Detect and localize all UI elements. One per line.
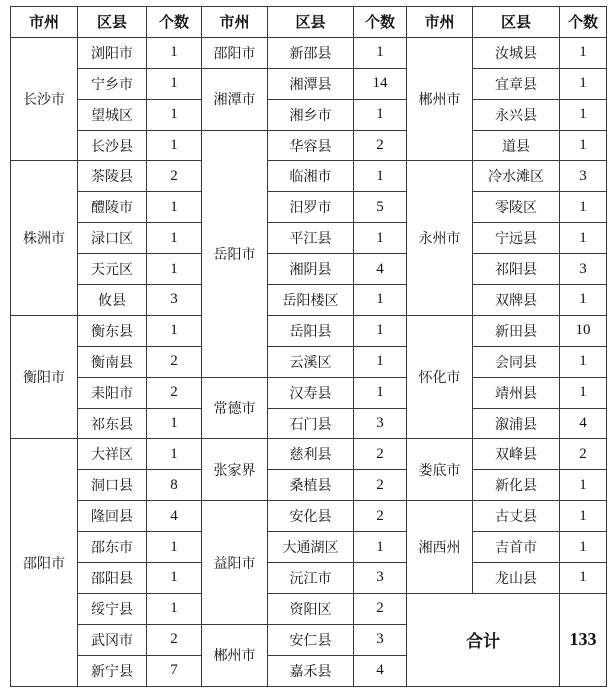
- county-cell: 武冈市: [78, 624, 147, 655]
- count-cell: 1: [560, 223, 607, 254]
- count-cell: 3: [354, 563, 407, 594]
- count-cell: 1: [354, 346, 407, 377]
- county-cell: 渌口区: [78, 223, 147, 254]
- header-county-3: 区县: [473, 7, 560, 38]
- county-cell: 新化县: [473, 470, 560, 501]
- table-row: [11, 377, 607, 408]
- county-cell: 长沙县: [78, 130, 147, 161]
- table-row: [11, 532, 607, 563]
- county-cell: 邵阳县: [78, 563, 147, 594]
- table-row: [11, 408, 607, 439]
- count-cell: 1: [560, 285, 607, 316]
- count-cell: 1: [354, 377, 407, 408]
- table-row: [11, 285, 607, 316]
- count-cell: 5: [354, 192, 407, 223]
- county-cell: 湘乡市: [268, 99, 354, 130]
- count-cell: 3: [560, 254, 607, 285]
- header-city-2: 市州: [202, 7, 268, 38]
- header-city-3: 市州: [407, 7, 473, 38]
- count-cell: 1: [560, 346, 607, 377]
- table-row: [11, 563, 607, 594]
- city-cell: 常德市: [202, 377, 268, 439]
- header-row: [11, 7, 607, 38]
- city-cell: 邵阳市: [202, 37, 268, 68]
- count-cell: 1: [147, 254, 202, 285]
- city-cell: 张家界: [202, 439, 268, 501]
- header-count-3: 个数: [560, 7, 607, 38]
- county-cell: 新田县: [473, 315, 560, 346]
- table-row: [11, 346, 607, 377]
- count-cell: 1: [147, 37, 202, 68]
- header-count-1: 个数: [147, 7, 202, 38]
- county-cell: 浏阳市: [78, 37, 147, 68]
- count-cell: 1: [560, 377, 607, 408]
- county-cell: 沅江市: [268, 563, 354, 594]
- count-cell: 1: [147, 130, 202, 161]
- count-cell: 1: [560, 532, 607, 563]
- county-cell: 双牌县: [473, 285, 560, 316]
- count-cell: 2: [560, 439, 607, 470]
- count-cell: 4: [147, 501, 202, 532]
- count-cell: 8: [147, 470, 202, 501]
- county-cell: 天元区: [78, 254, 147, 285]
- county-cell: 桑植县: [268, 470, 354, 501]
- county-cell: 衡南县: [78, 346, 147, 377]
- city-cell: 益阳市: [202, 501, 268, 625]
- county-cell: 宁乡市: [78, 68, 147, 99]
- county-cell: 新宁县: [78, 655, 147, 686]
- count-cell: 1: [354, 315, 407, 346]
- county-cell: 宜章县: [473, 68, 560, 99]
- count-cell: 1: [560, 37, 607, 68]
- count-cell: 1: [560, 192, 607, 223]
- county-cell: 龙山县: [473, 563, 560, 594]
- county-cell: 岳阳县: [268, 315, 354, 346]
- county-cell: 云溪区: [268, 346, 354, 377]
- county-cell: 平江县: [268, 223, 354, 254]
- county-count-table: [10, 6, 607, 687]
- county-cell: 永兴县: [473, 99, 560, 130]
- county-cell: 湘阴县: [268, 254, 354, 285]
- county-cell: 望城区: [78, 99, 147, 130]
- county-cell: 安化县: [268, 501, 354, 532]
- county-cell: 湘潭县: [268, 68, 354, 99]
- count-cell: 1: [354, 285, 407, 316]
- count-cell: 1: [147, 593, 202, 624]
- table-row: [11, 223, 607, 254]
- county-cell: 隆回县: [78, 501, 147, 532]
- county-cell: 靖州县: [473, 377, 560, 408]
- count-cell: 1: [560, 563, 607, 594]
- county-cell: 古丈县: [473, 501, 560, 532]
- count-cell: 1: [354, 223, 407, 254]
- table-row: [11, 37, 607, 68]
- county-cell: 会同县: [473, 346, 560, 377]
- count-cell: 4: [354, 655, 407, 686]
- city-cell: 株洲市: [11, 161, 78, 315]
- city-cell: 永州市: [407, 161, 473, 315]
- county-cell: 祁东县: [78, 408, 147, 439]
- count-cell: 1: [147, 408, 202, 439]
- count-cell: 2: [354, 439, 407, 470]
- count-cell: 1: [560, 470, 607, 501]
- total-label: 合计: [407, 593, 560, 686]
- count-cell: 3: [560, 161, 607, 192]
- count-cell: 1: [354, 99, 407, 130]
- count-cell: 1: [354, 161, 407, 192]
- count-cell: 1: [147, 439, 202, 470]
- count-cell: 1: [354, 532, 407, 563]
- table-row: [11, 470, 607, 501]
- city-cell: 郴州市: [407, 37, 473, 161]
- table-row: [11, 161, 607, 192]
- county-cell: 汝城县: [473, 37, 560, 68]
- county-cell: 嘉禾县: [268, 655, 354, 686]
- count-cell: 1: [147, 563, 202, 594]
- county-cell: 汉寿县: [268, 377, 354, 408]
- count-cell: 3: [354, 624, 407, 655]
- city-cell: 怀化市: [407, 315, 473, 439]
- county-cell: 邵东市: [78, 532, 147, 563]
- county-cell: 衡东县: [78, 315, 147, 346]
- count-cell: 2: [147, 161, 202, 192]
- county-cell: 冷水滩区: [473, 161, 560, 192]
- count-cell: 10: [560, 315, 607, 346]
- city-cell: 邵阳市: [11, 439, 78, 686]
- count-cell: 2: [147, 377, 202, 408]
- header-city-1: 市州: [11, 7, 78, 38]
- count-cell: 1: [560, 68, 607, 99]
- count-cell: 2: [147, 346, 202, 377]
- county-cell: 道县: [473, 130, 560, 161]
- count-cell: 1: [147, 68, 202, 99]
- count-cell: 7: [147, 655, 202, 686]
- city-cell: 郴州市: [202, 624, 268, 686]
- count-cell: 1: [560, 501, 607, 532]
- table-container: [10, 6, 607, 687]
- table-row: [11, 254, 607, 285]
- city-cell: 湘潭市: [202, 68, 268, 130]
- county-cell: 慈利县: [268, 439, 354, 470]
- county-cell: 临湘市: [268, 161, 354, 192]
- count-cell: 3: [147, 285, 202, 316]
- header-count-2: 个数: [354, 7, 407, 38]
- table-row: [11, 593, 607, 624]
- county-cell: 零陵区: [473, 192, 560, 223]
- count-cell: 2: [354, 470, 407, 501]
- city-cell: 娄底市: [407, 439, 473, 501]
- count-cell: 1: [147, 99, 202, 130]
- count-cell: 14: [354, 68, 407, 99]
- count-cell: 1: [147, 192, 202, 223]
- count-cell: 1: [147, 315, 202, 346]
- count-cell: 4: [354, 254, 407, 285]
- county-cell: 新邵县: [268, 37, 354, 68]
- county-cell: 岳阳楼区: [268, 285, 354, 316]
- county-cell: 汨罗市: [268, 192, 354, 223]
- county-cell: 洞口县: [78, 470, 147, 501]
- county-cell: 大祥区: [78, 439, 147, 470]
- table-row: [11, 68, 607, 99]
- table-row: [11, 439, 607, 470]
- count-cell: 3: [354, 408, 407, 439]
- count-cell: 2: [354, 593, 407, 624]
- count-cell: 2: [354, 130, 407, 161]
- county-cell: 吉首市: [473, 532, 560, 563]
- county-cell: 华容县: [268, 130, 354, 161]
- county-cell: 祁阳县: [473, 254, 560, 285]
- county-cell: 醴陵市: [78, 192, 147, 223]
- county-cell: 耒阳市: [78, 377, 147, 408]
- county-cell: 溆浦县: [473, 408, 560, 439]
- count-cell: 1: [560, 99, 607, 130]
- count-cell: 1: [147, 223, 202, 254]
- city-cell: 衡阳市: [11, 315, 78, 439]
- county-cell: 茶陵县: [78, 161, 147, 192]
- county-cell: 资阳区: [268, 593, 354, 624]
- count-cell: 2: [147, 624, 202, 655]
- county-cell: 攸县: [78, 285, 147, 316]
- county-cell: 宁远县: [473, 223, 560, 254]
- table-row: [11, 130, 607, 161]
- table-row: [11, 501, 607, 532]
- count-cell: 2: [354, 501, 407, 532]
- county-cell: 安仁县: [268, 624, 354, 655]
- table-row: [11, 99, 607, 130]
- table-row: [11, 192, 607, 223]
- city-cell: 岳阳市: [202, 130, 268, 377]
- city-cell: 长沙市: [11, 37, 78, 161]
- header-county-2: 区县: [268, 7, 354, 38]
- county-cell: 绥宁县: [78, 593, 147, 624]
- county-cell: 双峰县: [473, 439, 560, 470]
- count-cell: 1: [354, 37, 407, 68]
- count-cell: 4: [560, 408, 607, 439]
- county-cell: 大通湖区: [268, 532, 354, 563]
- count-cell: 1: [560, 130, 607, 161]
- county-cell: 石门县: [268, 408, 354, 439]
- city-cell: 湘西州: [407, 501, 473, 594]
- total-value: 133: [560, 593, 607, 686]
- header-county-1: 区县: [78, 7, 147, 38]
- table-row: [11, 315, 607, 346]
- count-cell: 1: [147, 532, 202, 563]
